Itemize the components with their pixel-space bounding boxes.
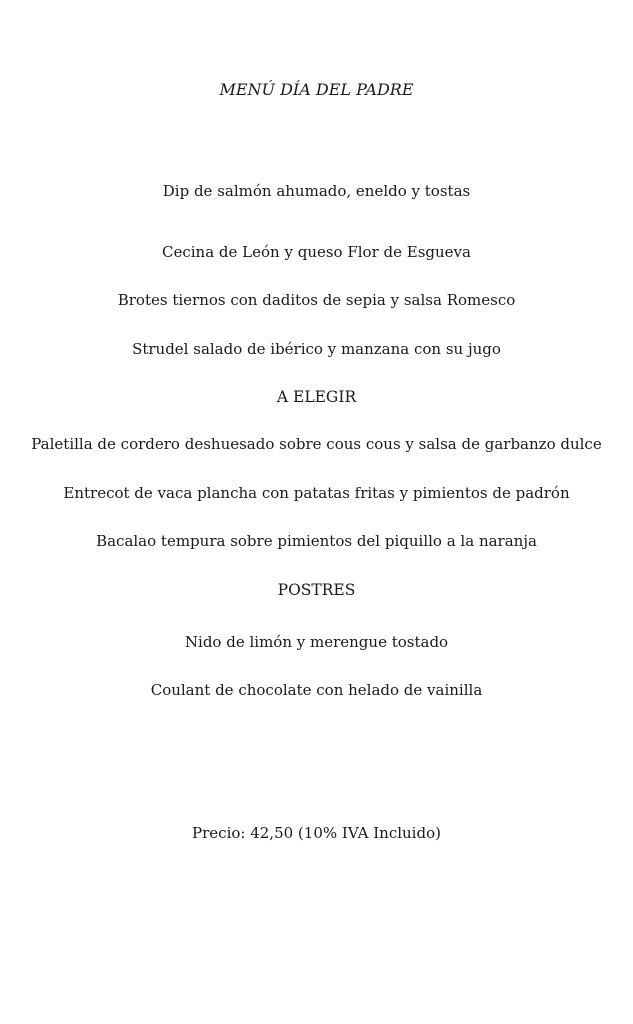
main-item: Entrecot de vaca plancha con patatas fritas y pimientos de padrón (63, 484, 570, 502)
starter-item: Brotes tiernos con daditos de sepia y salsa Romesco (117, 291, 516, 309)
main-item: Paletilla de cordero deshuesado sobre cous cous y salsa de garbanzo dulce (31, 435, 602, 453)
main-item: Bacalao tempura sobre pimientos del piquillo a la naranja (96, 532, 537, 550)
dessert-item: Coulant de chocolate con helado de vainilla (150, 681, 483, 699)
desserts-heading: POSTRES (277, 581, 356, 599)
menu-title: MENÚ DÍA DEL PADRE (219, 80, 414, 99)
starter-item: Dip de salmón ahumado, eneldo y tostas (162, 182, 471, 200)
price-line: Precio: 42,50 (10% IVA Incluido) (192, 824, 441, 842)
starter-item: Strudel salado de ibérico y manzana con su jugo (132, 340, 501, 358)
mains-heading: A ELEGIR (276, 388, 357, 406)
dessert-item: Nido de limón y merengue tostado (184, 633, 449, 651)
starter-item: Cecina de León y queso Flor de Esgueva (162, 243, 471, 261)
